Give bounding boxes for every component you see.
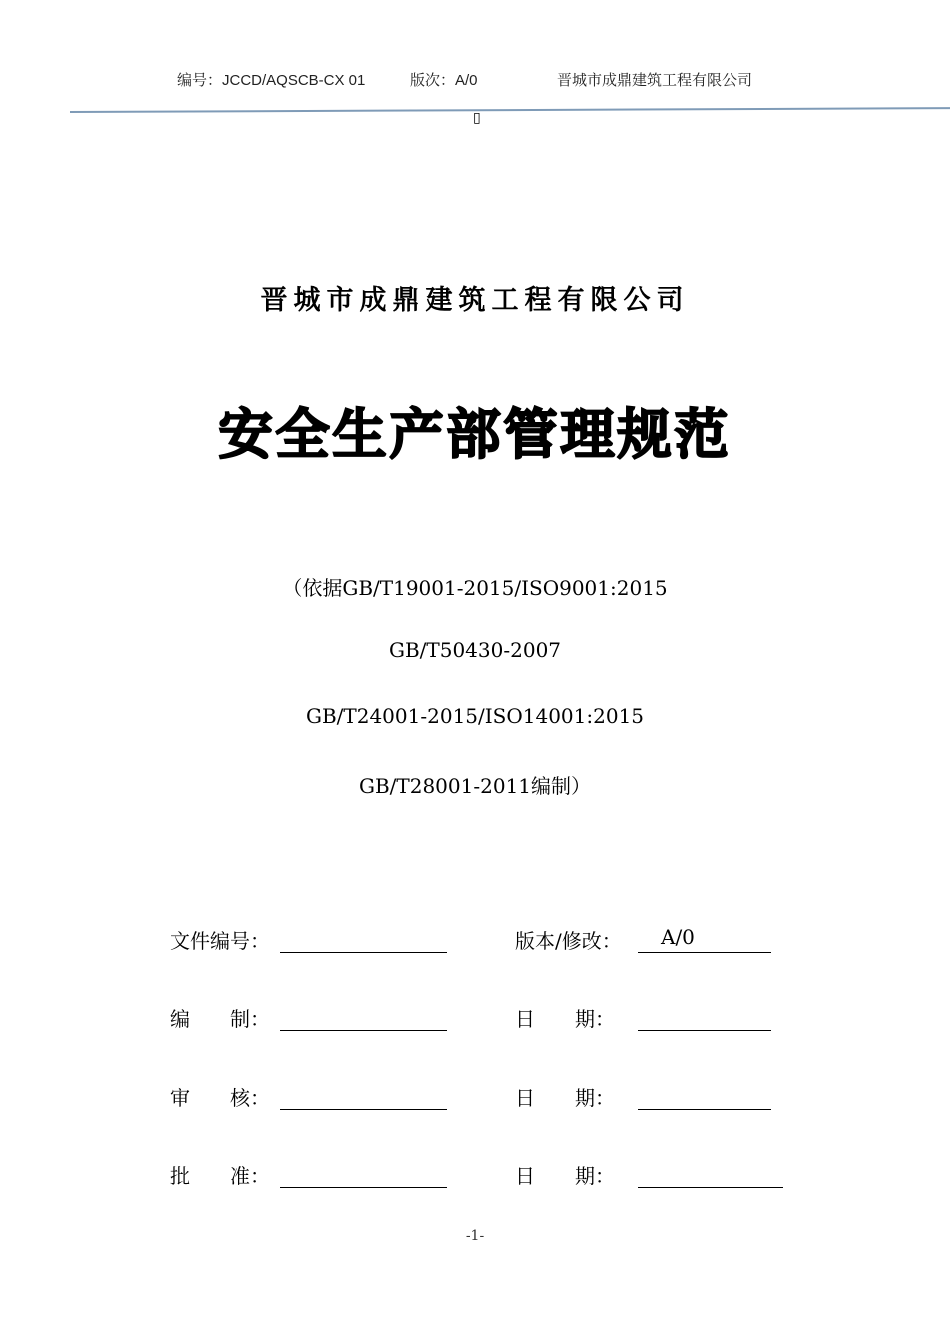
text-cursor-marker: ▯ (473, 110, 481, 126)
standard-basis-line-3: GB/T24001-2015/ISO14001:2015 (305, 704, 645, 728)
header-company-name: 晋城市成鼎建筑工程有限公司 (557, 72, 753, 89)
standard-basis-line-4: GB/T28001-2011编制） (358, 774, 592, 798)
file-number-label: 文件编号： (170, 929, 270, 953)
approved-by-label: 批 准： (170, 1164, 270, 1188)
reviewed-date-field (515, 1082, 615, 1111)
reviewed-by-label: 审 核： (170, 1086, 270, 1110)
approved-by-field (170, 1160, 270, 1189)
prepared-date-field (515, 1003, 615, 1032)
company-title: 晋城市成鼎建筑工程有限公司 (260, 285, 690, 316)
header-divider (70, 107, 950, 113)
prepared-date-blank (638, 1030, 771, 1031)
version-field (515, 925, 695, 954)
version-blank (638, 952, 771, 953)
approved-date-field (515, 1160, 615, 1189)
document-version: 版次：A/0 (410, 72, 478, 89)
reviewed-by-field (170, 1082, 270, 1111)
approved-by-blank (280, 1187, 447, 1188)
approved-date-label: 日 期： (515, 1164, 615, 1188)
approved-date-blank (638, 1187, 783, 1188)
file-number-field (170, 925, 270, 954)
reviewed-date-blank (638, 1109, 771, 1110)
prepared-by-blank (280, 1030, 447, 1031)
document-title: 安全生产部管理规范 (218, 403, 732, 466)
page-number: -1- (465, 1228, 485, 1244)
prepared-by-label: 编 制： (170, 1007, 270, 1031)
file-number-blank (280, 952, 447, 953)
standard-basis-line-2: GB/T50430-2007 (388, 638, 562, 662)
reviewed-date-label: 日 期： (515, 1086, 615, 1110)
prepared-by-field (170, 1003, 270, 1032)
document-code: 编号：JCCD/AQSCB-CX 01 (177, 72, 366, 89)
reviewed-by-blank (280, 1109, 447, 1110)
version-value: A/0 (661, 925, 695, 949)
standard-basis-line-1: （依据GB/T19001-2015/ISO9001:2015 (282, 576, 668, 600)
prepared-date-label: 日 期： (515, 1007, 615, 1031)
version-label: 版本/修改： (515, 929, 622, 953)
